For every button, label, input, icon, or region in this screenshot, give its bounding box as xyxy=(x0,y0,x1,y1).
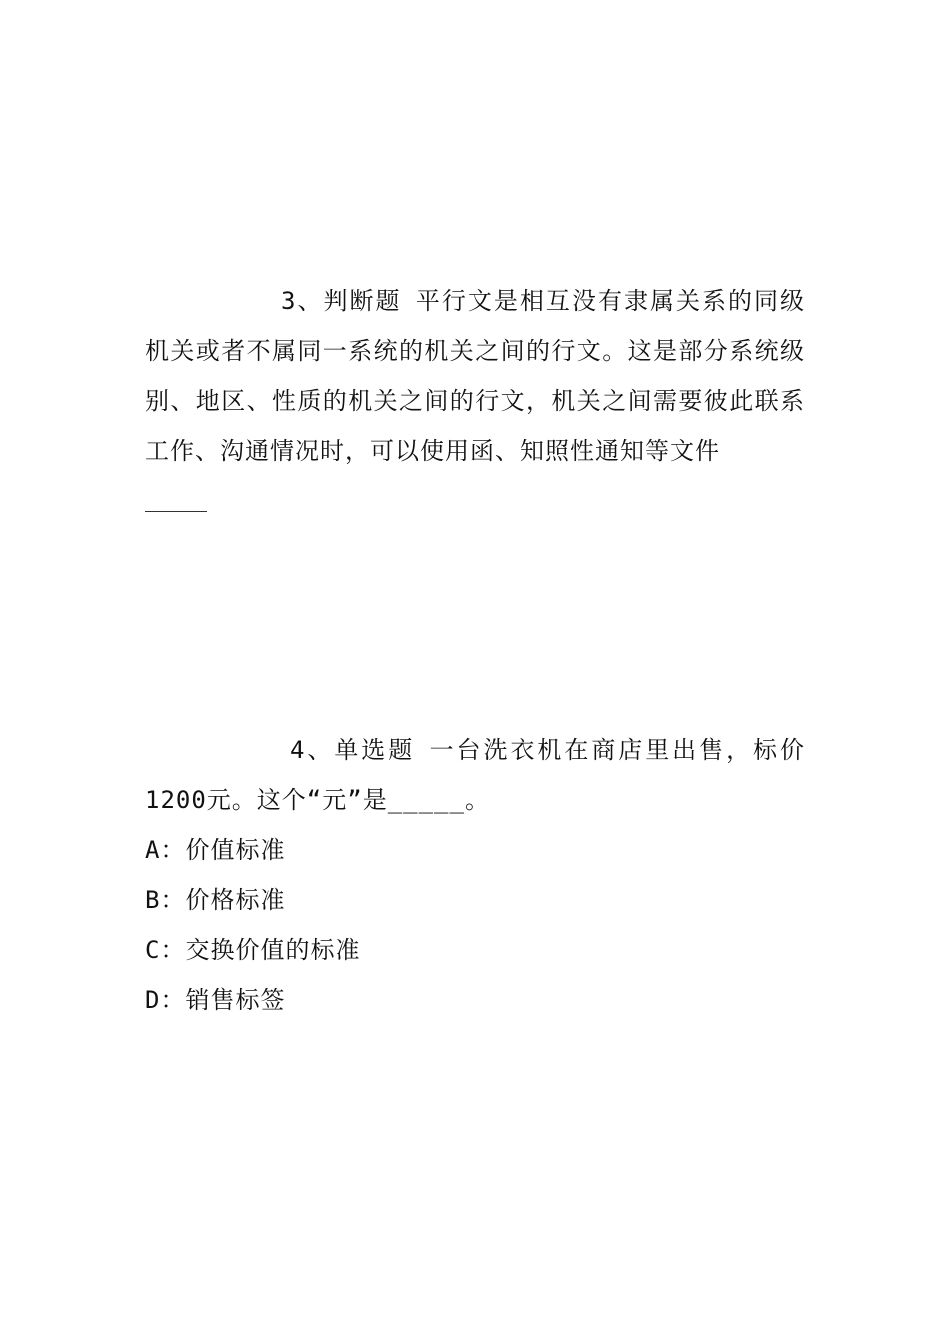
question-3-number: 3、判断题 xyxy=(281,287,402,315)
question-4-paragraph xyxy=(145,725,805,825)
question-4-text: 一台洗衣机在商店里出售，标价1200元。这个“元”是_____。 xyxy=(145,736,805,814)
option-b: B：价格标准 xyxy=(145,886,286,914)
option-a: A：价值标准 xyxy=(145,836,286,864)
question-4 xyxy=(145,725,805,1025)
question-3 xyxy=(145,276,805,526)
option-d: D：销售标签 xyxy=(145,986,286,1014)
option-c: C：交换价值的标准 xyxy=(145,936,361,964)
question-4-number: 4、单选题 xyxy=(290,736,416,764)
question-3-paragraph xyxy=(145,276,805,476)
answer-blank xyxy=(145,476,207,526)
question-3-text: 平行文是相互没有隶属关系的同级机关或者不属同一系统的机关之间的行文。这是部分系统级别、地区、性质的机关之间的行文，机关之间需要彼此联系工作、沟通情况时，可以使用函、知照性通知等文件 xyxy=(145,287,806,465)
